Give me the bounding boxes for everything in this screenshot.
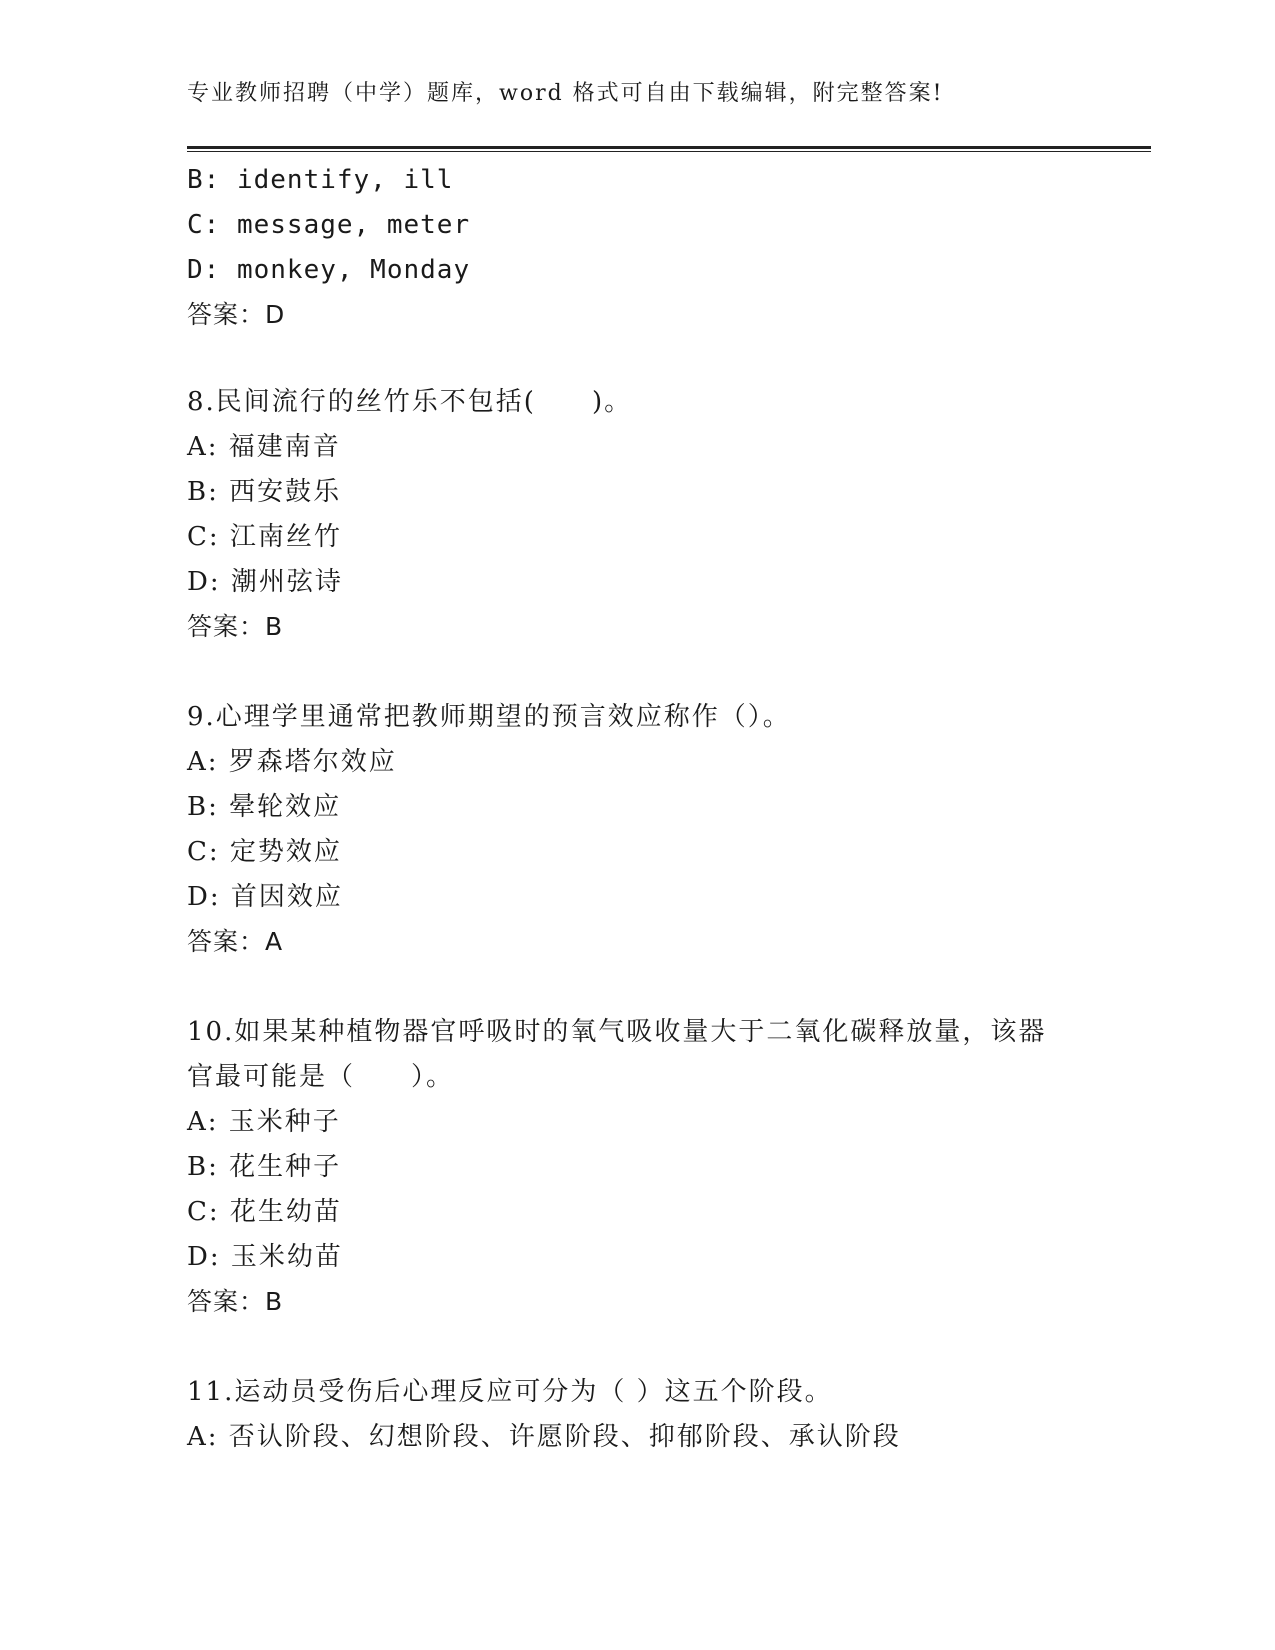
q8-option-a: A: 福建南音 bbox=[187, 432, 341, 462]
q10-option-d: D: 玉米幼苗 bbox=[187, 1242, 343, 1272]
q10-question-line2: 官最可能是（ ）。 bbox=[187, 1062, 455, 1092]
q9-option-d: D: 首因效应 bbox=[187, 882, 343, 912]
q11-question: 11.运动员受伤后心理反应可分为（ ）这五个阶段。 bbox=[187, 1377, 833, 1407]
q9-option-a: A: 罗森塔尔效应 bbox=[187, 747, 397, 777]
q10-answer: 答案：B bbox=[187, 1287, 284, 1316]
q9-option-c: C: 定势效应 bbox=[187, 837, 342, 867]
q10-option-a: A: 玉米种子 bbox=[187, 1107, 341, 1137]
q7-option-b: B: identify, ill bbox=[187, 165, 454, 195]
q8-option-c: C: 江南丝竹 bbox=[187, 522, 342, 552]
q10-question-line1: 10.如果某种植物器官呼吸时的氧气吸收量大于二氧化碳释放量，该器 bbox=[187, 1017, 1047, 1047]
q10-option-c: C: 花生幼苗 bbox=[187, 1197, 342, 1227]
q8-question: 8.民间流行的丝竹乐不包括( )。 bbox=[187, 387, 633, 417]
q11-option-a: A: 否认阶段、幻想阶段、许愿阶段、抑郁阶段、承认阶段 bbox=[187, 1422, 901, 1452]
q9-answer: 答案：A bbox=[187, 927, 284, 956]
q7-answer: 答案：D bbox=[187, 300, 286, 329]
q7-option-c: C: message, meter bbox=[187, 210, 471, 240]
q10-option-b: B: 花生种子 bbox=[187, 1152, 342, 1182]
q8-option-b: B: 西安鼓乐 bbox=[187, 477, 342, 507]
q7-option-d: D: monkey, Monday bbox=[187, 255, 471, 285]
q8-answer: 答案：B bbox=[187, 612, 284, 641]
q8-option-d: D: 潮州弦诗 bbox=[187, 567, 343, 597]
header-divider bbox=[187, 146, 1151, 152]
q9-option-b: B: 晕轮效应 bbox=[187, 792, 342, 822]
page-header: 专业教师招聘（中学）题库，word 格式可自由下载编辑，附完整答案! bbox=[187, 81, 944, 106]
q9-question: 9.心理学里通常把教师期望的预言效应称作（）。 bbox=[187, 702, 791, 732]
